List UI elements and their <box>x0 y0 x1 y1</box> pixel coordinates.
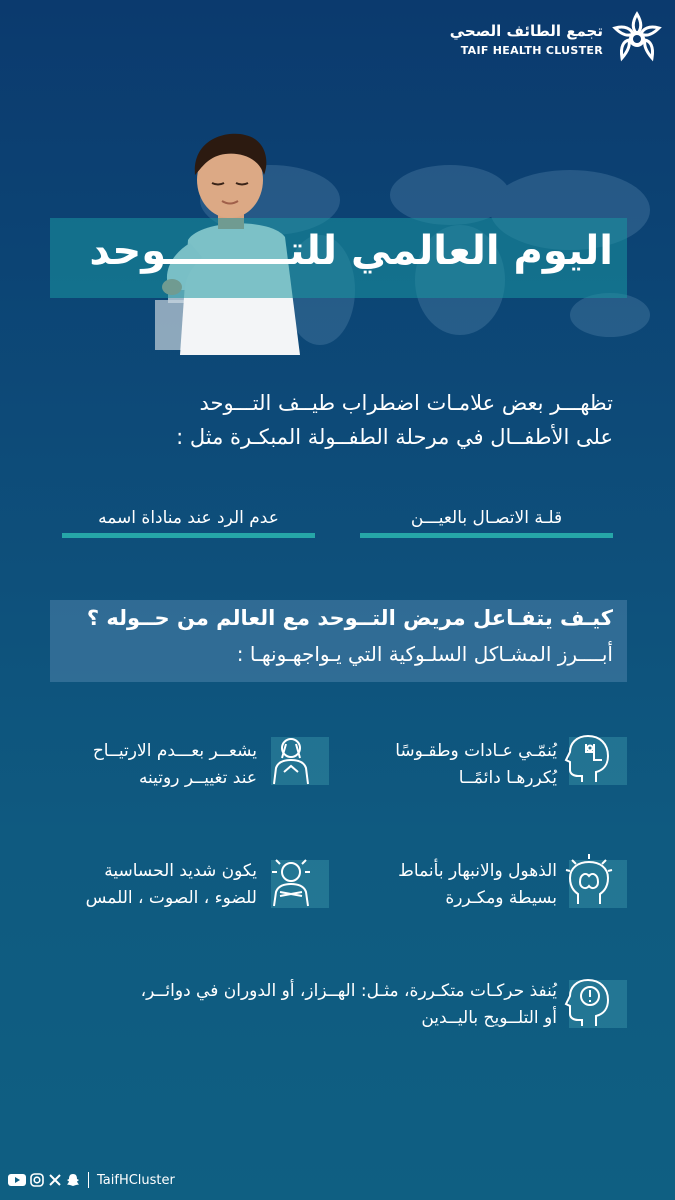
puzzle-head-icon <box>560 730 618 788</box>
sensitive-person-icon <box>262 852 320 910</box>
logo-english-name: TAIF HEALTH CLUSTER <box>460 44 603 57</box>
behavior-4-line-1: يكون شديد الحساسية <box>104 861 257 881</box>
head-alert-icon <box>560 972 618 1030</box>
youtube-icon[interactable] <box>8 1173 26 1187</box>
behavior-2-line-1: يشعــر بعـــدم الارتيــاح <box>92 741 257 761</box>
brain-focus-icon <box>560 852 618 910</box>
social-handle[interactable]: TaifHCluster <box>97 1172 175 1188</box>
taif-health-logo-icon <box>607 8 667 68</box>
behavior-2-line-2: عند تغييــر روتينه <box>138 768 257 788</box>
behavior-3-line-1: الذهول والانبهار بأنماط <box>398 861 557 881</box>
intro-line-2: على الأطفــال في مرحلة الطفــولة المبكـرة مثل : <box>176 425 613 449</box>
sign-eye-contact: قلـة الاتصـال بالعيـــن <box>410 508 563 528</box>
behavior-4-line-2: للضوء ، الصوت ، اللمس <box>85 888 257 908</box>
x-icon[interactable] <box>48 1173 62 1187</box>
distressed-person-icon <box>262 730 320 788</box>
behavior-5-line-2: أو التلــويح باليــدين <box>421 1008 557 1028</box>
sign-eye-contact-underline <box>360 533 613 538</box>
instagram-icon[interactable] <box>30 1173 44 1187</box>
social-footer <box>8 1168 175 1192</box>
sign-no-response-underline <box>62 533 315 538</box>
sign-no-response: عدم الرد عند مناداة اسمه <box>98 508 279 528</box>
page-title: اليوم العالمي للتـــــــــوحد <box>89 228 613 274</box>
question-title: كيـف يتفـاعل مريض التــوحد مع العالم من حــوله ؟ <box>86 606 613 630</box>
footer-divider <box>88 1172 89 1188</box>
behavior-5-line-1: يُنفذ حركـات متكـررة، مثـل: الهــزاز، أو الدوران في دوائــر، <box>140 981 557 1001</box>
snapchat-icon[interactable] <box>66 1173 80 1187</box>
intro-line-1: تظهـــر بعض علامـات اضطراب طيــف التـــوحد <box>199 391 613 415</box>
behavior-1-line-1: يُنمّـي عـادات وطقـوسًا <box>395 741 557 761</box>
behavior-1-line-2: يُكررهـا دائمًــا <box>458 768 557 788</box>
behavior-3-line-2: بسيطة ومكـررة <box>445 888 557 908</box>
question-subtitle: أبــــرز المشـاكل السلـوكية التي يـواجهـونهـا : <box>236 642 613 666</box>
logo-arabic-name: تجمع الطائف الصحي <box>449 22 603 40</box>
